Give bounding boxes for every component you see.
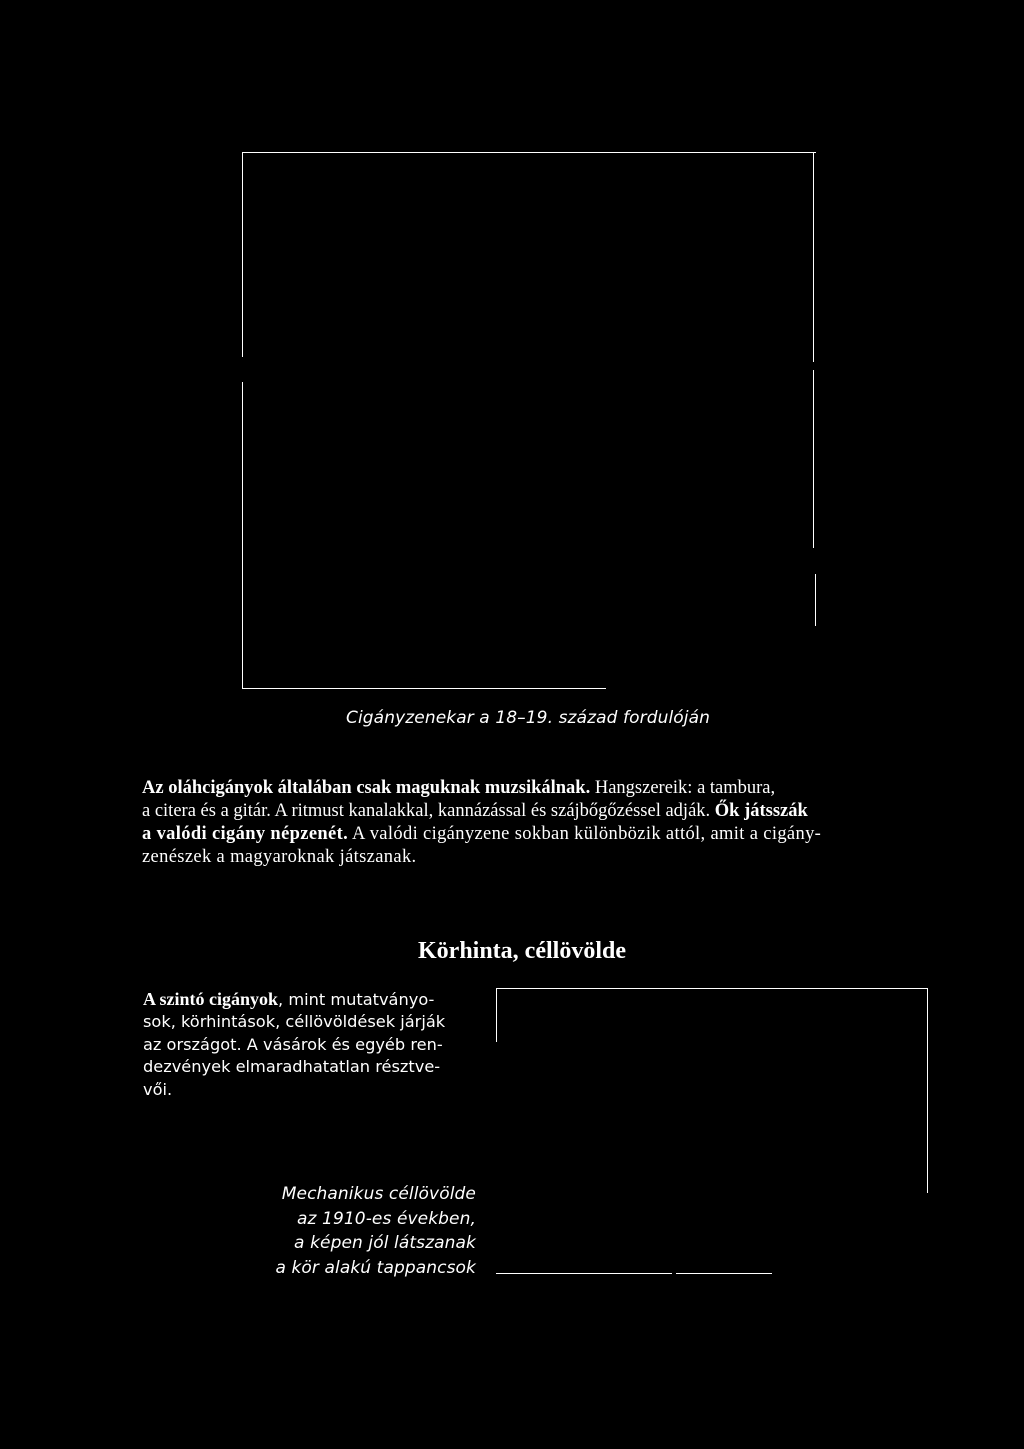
paragraph-text: a citera és a gitár. A ritmust kanalakkal, kannázással és szájbőgőzéssel adják.: [142, 801, 715, 821]
frame-right-line: [813, 152, 814, 362]
sidebar-paragraph: [143, 988, 488, 1101]
sidebar-text: , mint mutatványo-: [278, 990, 435, 1009]
sidebar-line-2: sok, körhintások, céllövöldések járják: [143, 1012, 446, 1032]
figure-photo-band: [242, 152, 818, 690]
frame-top-line: [242, 152, 816, 153]
paragraph-text: A valódi cigányzene sokban különbözik attól, amit a cigány-: [348, 824, 822, 844]
frame-right-line: [927, 988, 928, 1193]
paragraph-bold-text: a valódi cigány népzenét.: [142, 824, 349, 844]
paragraph-line-3: [142, 823, 882, 846]
caption-line-2: az 1910-es években,: [296, 1208, 476, 1229]
frame-left-line: [242, 152, 243, 357]
figure-photo-shooting-gallery: [496, 988, 932, 1276]
paragraph-text: zenészek a magyaroknak játszanak.: [142, 847, 417, 867]
sidebar-line-1: [143, 988, 488, 1011]
caption-line-3: a képen jól látszanak: [294, 1233, 476, 1253]
intro-paragraph: [142, 777, 882, 869]
section-heading: Körhinta, céllövölde: [418, 938, 626, 964]
paragraph-bold-text: Ők játsszák: [714, 801, 808, 821]
paragraph-line-1: [142, 777, 882, 800]
figure-caption: Cigányzenekar a 18–19. század fordulóján: [346, 708, 711, 728]
sidebar-line-3: az országot. A vásárok és egyéb ren-: [143, 1034, 443, 1054]
paragraph-line-2: [142, 800, 882, 823]
frame-left-line-lower: [242, 382, 243, 688]
paragraph-bold-text: Az oláhcigányok általában csak maguknak muzsikálnak.: [142, 778, 591, 798]
paragraph-text: Hangszereik: a tambura,: [590, 778, 776, 798]
caption-line-4: a kör alakú tappancsok: [275, 1257, 476, 1278]
figure-2-caption: [200, 1182, 476, 1280]
frame-bottom-line: [496, 1273, 672, 1274]
paragraph-line-4: [142, 846, 882, 869]
sidebar-bold-text: A szintó cigányok: [143, 989, 279, 1009]
frame-bottom-line-right: [676, 1273, 772, 1274]
frame-left-line: [496, 988, 497, 1042]
frame-top-line: [496, 988, 928, 989]
frame-right-line-bottom: [815, 574, 816, 626]
frame-right-line-lower: [813, 370, 814, 548]
caption-line-1: Mechanikus céllövölde: [281, 1184, 476, 1204]
frame-bottom-line: [242, 688, 606, 689]
sidebar-line-4: dezvények elmaradhatatlan résztve-: [143, 1057, 441, 1077]
sidebar-line-5: vői.: [143, 1079, 173, 1099]
